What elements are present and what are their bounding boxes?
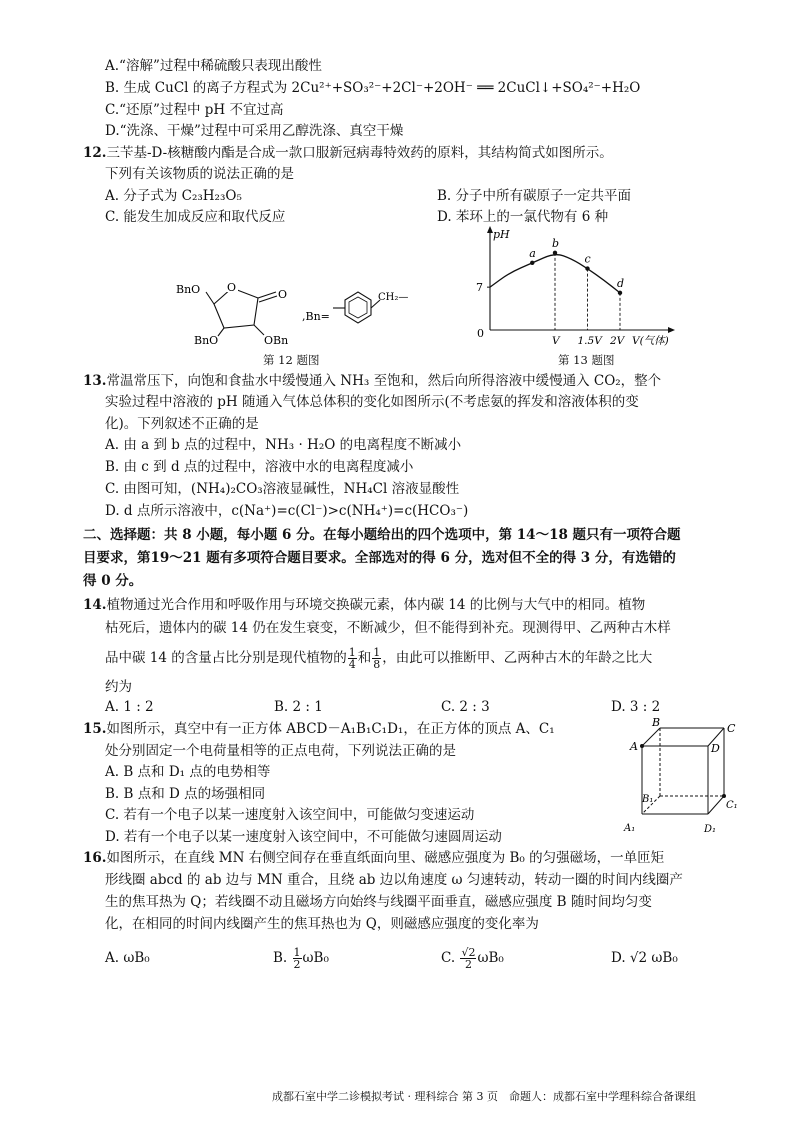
q16-line1: [83, 849, 664, 867]
q12-stem-line2: 下列有关该物质的说法正确的是: [105, 166, 294, 182]
fraction-one-half: [293, 947, 302, 970]
section2-instructions-line3: 得 0 分。: [83, 573, 143, 589]
q15-option-b: B. B 点和 D 点的场强相同: [105, 786, 266, 802]
section2-instructions-line1: 二、选择题：共 8 小题，每小题 6 分。在每小题给出的四个选项中，第 14～18 题只有一项符合题: [83, 527, 681, 543]
q12-stem-text1: 三苄基-D-核糖酸内酯是合成一款口服新冠病毒特效药的原料，其结构简式如图所示。: [106, 145, 613, 161]
ring-oxygen-label: O: [227, 281, 237, 294]
fraction-denominator: 2: [464, 958, 472, 971]
page-footer: 成都石室中学二诊模拟考试 · 理科综合 第 3 页 命题人：成都石室中学理科综合备课组: [272, 1090, 696, 1103]
q14-line1-text: 植物通过光合作用和呼吸作用与环境交换碳元素，体内碳 14 的比例与大气中的相同。植物: [106, 597, 646, 613]
cube-label-d1: D₁: [704, 824, 717, 835]
q14-option-c: C. 2 : 3: [441, 699, 490, 715]
q14-and: 和: [357, 650, 372, 666]
q16-option-d: D. √2 ωB₀: [611, 950, 678, 966]
q16-option-c-prefix: C.: [441, 950, 456, 966]
q16-option-c-suffix: ωB₀: [477, 950, 504, 966]
fraction-denominator: 8: [373, 658, 381, 671]
fraction-root2-over-2: [460, 947, 476, 970]
fraction-numerator: 1: [348, 646, 356, 659]
q13-stem-line2: 实验过程中溶液的 pH 随通入气体总体积的变化如图所示(不考虑氨的挥发和溶液体积的变: [105, 394, 639, 410]
cube-label-c1: C₁: [726, 800, 738, 811]
q13-option-a: A. 由 a 到 b 点的过程中，NH₃ · H₂O 的电离程度不断减小: [105, 437, 462, 453]
section2-instructions-line2: 目要求，第19～21 题有多项符合题目要求。全部选对的得 6 分，选对但不全的得 3 分，有选错的: [83, 550, 676, 566]
q14-number: 14.: [83, 597, 107, 613]
q16-line4: 化，在相同的时间内线圈产生的焦耳热也为 Q，则磁感应强度的变化率为: [105, 916, 539, 932]
y-axis-label: pH: [493, 228, 510, 241]
q12-structure-figure: [170, 270, 430, 350]
ph-chart: [465, 222, 680, 350]
q14-line1: [83, 596, 645, 614]
origin-label: 0: [477, 327, 484, 340]
q16-number: 16.: [83, 850, 107, 866]
q13-option-d: D. d 点所示溶液中，c(Na⁺)=c(Cl⁻)>c(NH₄⁺)=c(HCO₃⁻): [105, 503, 469, 519]
carbonyl-oxygen-label: O: [278, 288, 288, 301]
fraction-denominator: 2: [293, 958, 301, 971]
cube-label-b: B: [652, 716, 661, 729]
bn-definition-label: ,Bn=: [302, 310, 330, 323]
q16-line3: 生的焦耳热为 Q；若线圈不动且磁场方向始终与线圈平面垂直，磁感应强度 B 随时间均匀变: [105, 894, 652, 910]
q14-line3-post: ，由此可以推断甲、乙两种古木的年龄之比大: [382, 650, 653, 666]
q16-option-a: A. ωB₀: [105, 950, 150, 966]
q11-option-c: C.“还原”过程中 pH 不宜过高: [105, 102, 284, 118]
x-tick-label: 1.5V: [577, 335, 602, 347]
point-label-c: c: [584, 252, 591, 266]
q14-line3: [105, 644, 652, 672]
fraction-numerator: √2: [461, 946, 476, 959]
x-tick-label: V: [552, 335, 560, 347]
q12-option-b: B. 分子中所有碳原子一定共平面: [437, 188, 632, 204]
q16-option-b-prefix: B.: [273, 950, 288, 966]
q11-option-d: D.“洗涤、干燥”过程中可采用乙醇洗涤、真空干燥: [105, 123, 404, 139]
q16-line2: 形线圈 abcd 的 ab 边与 MN 重合，且绕 ab 边以角速度 ω 匀速转动，转动一圈的时间内线圈产: [105, 872, 683, 888]
q15-cube-figure: [610, 716, 738, 842]
q14-line4: 约为: [105, 679, 132, 695]
q13-option-b: B. 由 c 到 d 点的过程中，溶液中水的电离程度减小: [105, 459, 414, 475]
q12-figure-caption: 第 12 题图: [263, 353, 320, 367]
q13-stem-text1: 常温常压下，向饱和食盐水中缓慢通入 NH₃ 至饱和，然后向所得溶液中缓慢通入 CO₂，整个: [106, 373, 662, 389]
fraction-numerator: 1: [373, 646, 381, 659]
q16-option-b: [273, 944, 329, 972]
q11-option-b: B. 生成 CuCl 的离子方程式为 2Cu²⁺+SO₃²⁻+2Cl⁻+2OH⁻ ══ 2CuCl↓+SO₄²⁻+H₂O: [105, 80, 641, 96]
bno-bottom-label: BnO: [194, 334, 219, 347]
fraction-one-quarter: [348, 647, 357, 670]
ch2-label: CH₂—: [378, 292, 409, 303]
q13-option-c: C. 由图可知，(NH₄)₂CO₃溶液显碱性，NH₄Cl 溶液显酸性: [105, 481, 460, 497]
fraction-numerator: 1: [293, 946, 301, 959]
q15-option-c: C. 若有一个电子以某一速度射入该空间中，可能做匀变速运动: [105, 807, 475, 823]
q13-stem-line1: [83, 372, 661, 390]
point-b: [553, 251, 557, 255]
q12-option-d: D. 苯环上的一氯代物有 6 种: [437, 209, 609, 225]
cube-label-d: D: [711, 742, 720, 755]
obn-label: OBn: [264, 334, 289, 347]
q16-option-b-suffix: ωB₀: [302, 950, 329, 966]
cube-label-b1: B₁: [642, 794, 654, 805]
cube-label-c: C: [727, 722, 736, 735]
q12-option-c: C. 能发生加成反应和取代反应: [105, 209, 286, 225]
point-d: [618, 291, 622, 295]
point-label-d: d: [617, 276, 625, 290]
q16-option-c: [441, 944, 504, 972]
q12-stem-line1: [83, 144, 613, 162]
q13-number: 13.: [83, 373, 107, 389]
q15-line2: 处分别固定一个电荷量相等的正点电荷，下列说法正确的是: [105, 743, 456, 759]
point-c: [585, 266, 589, 270]
q15-number: 15.: [83, 721, 107, 737]
q16-line1-text: 如图所示，在直线 MN 右侧空间存在垂直纸面向里、磁感应强度为 B₀ 的匀强磁场，一单匝矩: [106, 850, 665, 866]
cube-label-a1: A₁: [624, 823, 636, 834]
x-axis-label: V(气体): [632, 335, 669, 347]
cube-label-a: A: [630, 740, 638, 753]
q15-line1-text: 如图所示，真空中有一正方体 ABCD－A₁B₁C₁D₁，在正方体的顶点 A、C₁: [106, 721, 555, 737]
q13-figure-caption: 第 13 题图: [558, 353, 615, 367]
q15-option-a: A. B 点和 D₁ 点的电势相等: [105, 764, 271, 780]
y-tick-label: 7: [476, 281, 483, 295]
q14-line2: 枯死后，遗体内的碳 14 仍在发生衰变，不断减少，但不能得到补充。现测得甲、乙两种古木样: [105, 620, 671, 636]
point-a: [530, 261, 534, 265]
q14-line3-pre: 品中碳 14 的含量占比分别是现代植物的: [105, 650, 347, 666]
fraction-one-eighth: [372, 647, 381, 670]
fraction-denominator: 4: [348, 658, 356, 671]
q12-number: 12.: [83, 145, 107, 161]
x-tick-label: 2V: [610, 335, 625, 347]
point-label-b: b: [552, 236, 560, 250]
q15-option-d: D. 若有一个电子以某一速度射入该空间中，不可能做匀速圆周运动: [105, 829, 502, 845]
bno-top-label: BnO: [176, 283, 201, 296]
q11-option-a: A.“溶解”过程中稀硫酸只表现出酸性: [105, 58, 322, 74]
q15-line1: [83, 720, 555, 738]
point-label-a: a: [529, 246, 536, 260]
q14-option-d: D. 3 : 2: [611, 699, 661, 715]
q14-option-a: A. 1 : 2: [105, 699, 154, 715]
q12-option-a: A. 分子式为 C₂₃H₂₃O₅: [105, 188, 242, 204]
q13-stem-line3: 化)。下列叙述不正确的是: [105, 416, 259, 432]
q14-option-b: B. 2 : 1: [274, 699, 323, 715]
x-axis-arrow: [668, 327, 675, 333]
